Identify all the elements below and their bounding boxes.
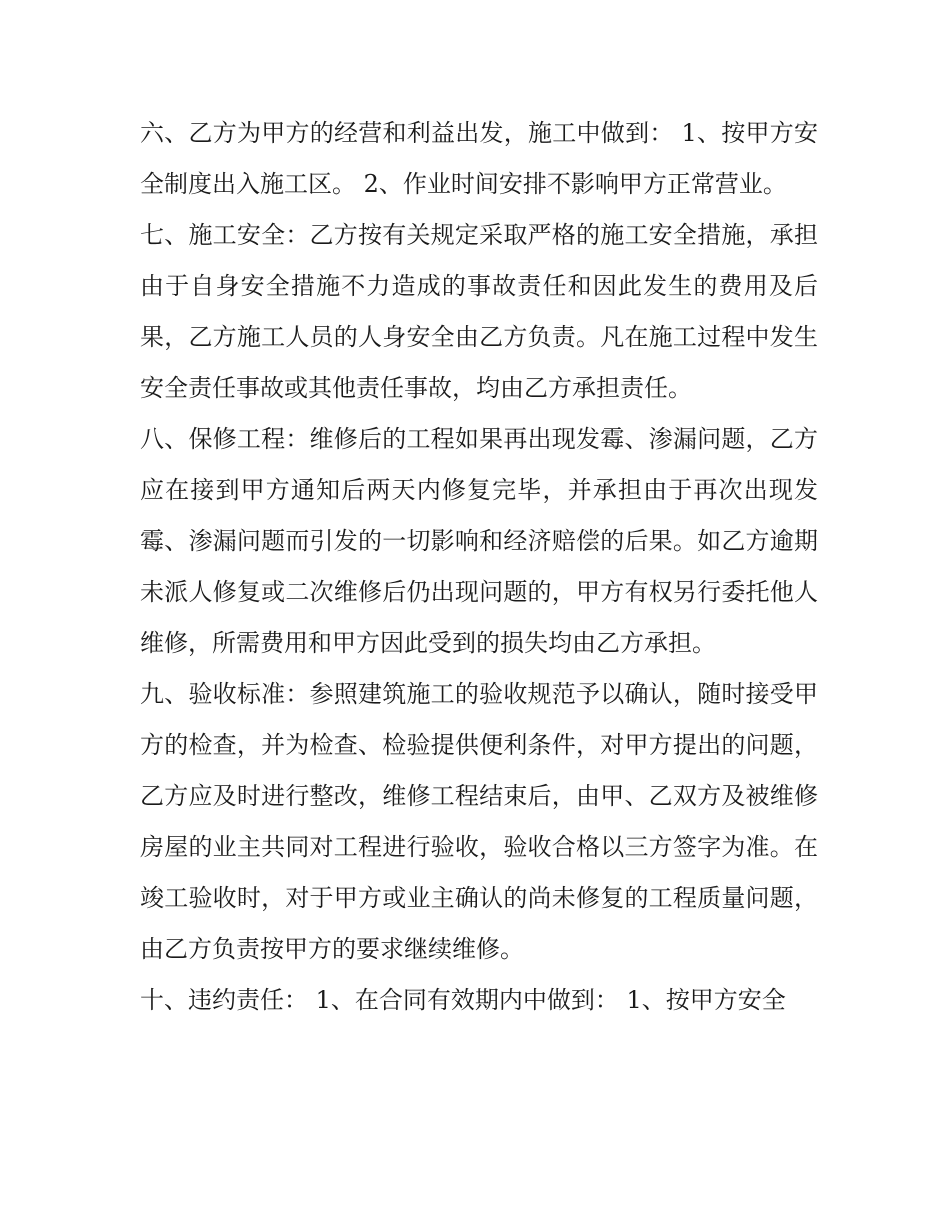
clause-6-paragraph: 六、乙方为甲方的经营和利益出发，施工中做到： 1、按甲方安全制度出入施工区。 2、作业时间安排不影响甲方正常营业。 — [140, 119, 818, 198]
clause-9-paragraph: 九、验收标准：参照建筑施工的验收规范予以确认，随时接受甲方的检查，并为检查、检验提供便利条件，对甲方提出的问题，乙方应及时进行整改，维修工程结束后，由甲、乙双方及被维修房屋的业主共同对工程进行验收，验收合格以三方签字为准。在竣工验收时，对于甲方或业主确认的尚未修复的工程质量问题，由乙方负责按甲方的要求继续维修。 — [140, 680, 818, 963]
clause-10-paragraph: 十、违约责任： 1、在合同有效期内中做到： 1、按甲方安全 — [140, 986, 786, 1014]
clause-7-paragraph: 七、施工安全：乙方按有关规定采取严格的施工安全措施，承担由于自身安全措施不力造成的事故责任和因此发生的费用及后果，乙方施工人员的人身安全由乙方负责。凡在施工过程中发生安全责任事故或其他责任事故，均由乙方承担责任。 — [140, 221, 818, 402]
document-page — [140, 108, 818, 1026]
clause-8-paragraph: 八、保修工程：维修后的工程如果再出现发霉、渗漏问题，乙方应在接到甲方通知后两天内修复完毕，并承担由于再次出现发霉、渗漏问题而引发的一切影响和经济赔偿的后果。如乙方逾期未派人修复或二次维修后仍出现问题的，甲方有权另行委托他人维修，所需费用和甲方因此受到的损失均由乙方承担。 — [140, 425, 818, 657]
